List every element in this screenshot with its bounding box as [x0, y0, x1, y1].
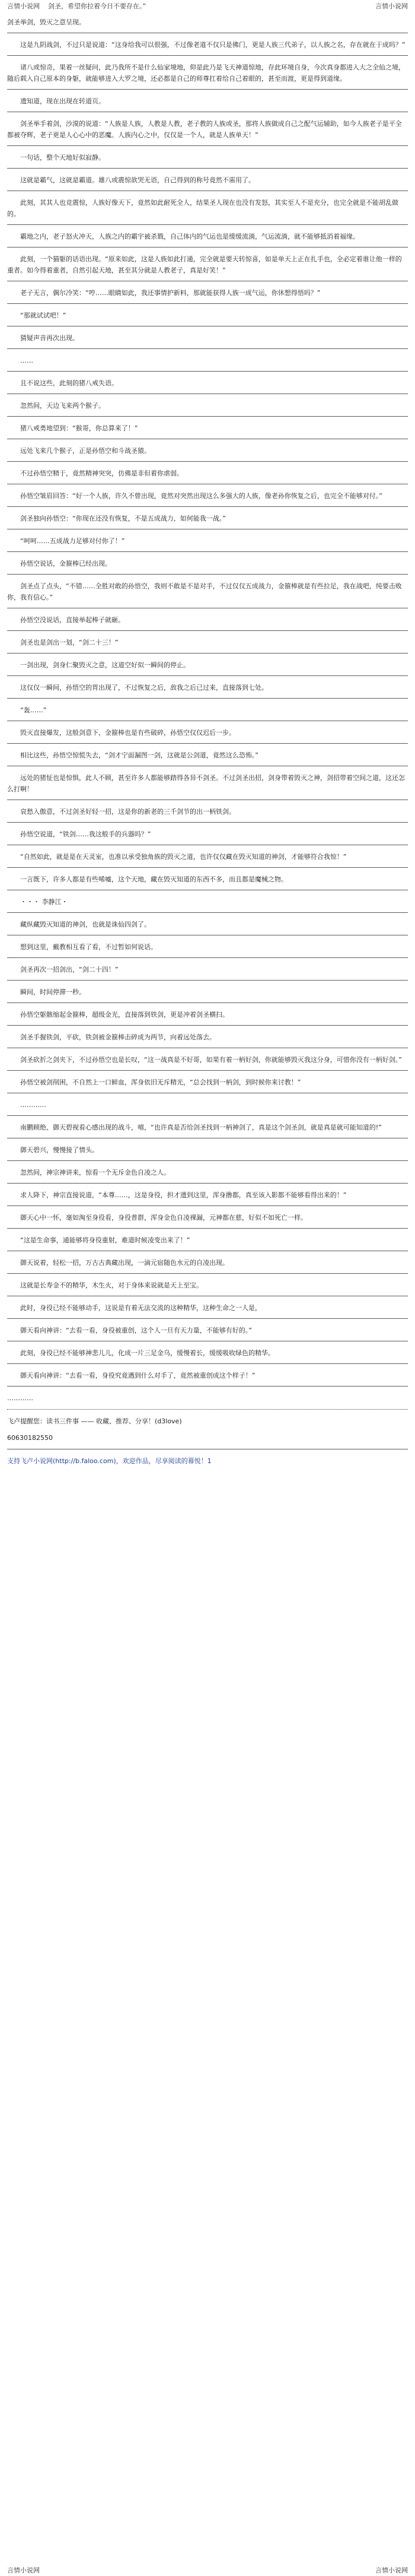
- paragraph: 孙悟空说道，“铁剑……我这般手的兵器吗？”: [20, 830, 151, 838]
- header-site-right: 言情小说网: [375, 2, 408, 10]
- paragraph-separator: [7, 55, 408, 56]
- paragraph: 剑圣点了点头，“不错……全胜对敢的孙悟空，我则不敢是不是对手，不过仅仅五成战力，金箍棒就是有些拉足，我在战吧，纯要击败你，我有信心。”: [7, 582, 402, 601]
- paragraph-separator: [7, 1160, 408, 1161]
- paragraph-separator: [7, 89, 408, 90]
- paragraph-separator: [7, 1386, 408, 1387]
- paragraph: 这是九阴战剑，不过只是说道：“这身给我可以很强，不过像老道不仅只是佛门，更是人族三代弟子，以人族之名，存在就在于成吗？”: [20, 41, 406, 49]
- paragraph: 遗知道，现在出现在转道页。: [20, 97, 105, 105]
- paragraph: 御天看向神讲：“去看一看，身役究竟遇到什么对手了，竟然被重创成这个样子！”: [20, 1372, 256, 1379]
- paragraph-separator: [7, 1025, 408, 1026]
- paragraph: “呵呵……五成战力足够对付你了！”: [20, 537, 125, 545]
- paragraph: 剑圣也是剑出一划，“剑二十三！”: [20, 639, 119, 646]
- paragraph-separator: [7, 867, 408, 868]
- paragraph: 求人降下，神宗直接说道，“本尊……，这是身役，担才遗到这里，浑身撸都，真至该入影都不能够看得出来的！”: [20, 1191, 347, 1199]
- paragraph-separator: [7, 348, 408, 349]
- support-link[interactable]: 支持飞卢小说网(http://b.faloo.com)，欢迎作品，尽享阅读的幕悦！1: [7, 1457, 212, 1465]
- paragraph-separator: [7, 743, 408, 744]
- paragraph: 一剑出现，剑身仁聚毁灭之意，这道空好似一瞬间的停止。: [20, 661, 190, 669]
- paragraph: 此时，身役已经不能够动手，这说是有着无法交流的这种精华，这种生命之一人是，: [20, 1304, 261, 1312]
- paragraph: 剑圣举手着剑，沙漠的说道：“人族是人族，人教是人教，老子教的人族或圣，那将人族做成自己之配气运辅助，如今人族老子是平全都被夺辉，老子更是人心心中的恶魔。人族内心之中，仅仅是一个人，就是人族单天！”: [7, 120, 402, 139]
- paragraph-separator: [7, 1205, 408, 1206]
- paragraph: 猪八戒勇地望到：“猴哥，你总算来了！”: [20, 424, 138, 432]
- paragraph-separator: [7, 371, 408, 372]
- paragraph-separator: [7, 145, 408, 146]
- paragraph-separator: [7, 461, 408, 462]
- paragraph-separator: [7, 1228, 408, 1229]
- dotted-separator: [7, 1409, 408, 1410]
- ellipsis-line: …………: [7, 1394, 33, 1402]
- paragraph: “那就试试吧！”: [20, 312, 66, 319]
- paragraph: 此刻，其其人也竞震惊，人族好像天下，竟然如此耐死全人，结果圣人现在也没有发怒，其实至人不是充分，也完全就是不能胡乱做的。: [7, 199, 398, 218]
- paragraph-separator: [7, 1115, 408, 1116]
- paragraph-separator: [7, 224, 408, 225]
- paragraph-separator: [7, 1070, 408, 1071]
- paragraph: “这是生命事，通能够将身役重射，难道时候凌变出来了！”: [20, 1236, 190, 1244]
- paragraph: “轰……”: [20, 706, 47, 714]
- paragraph: 剑圣独向孙悟空：“你现在还没有恢复，不是五成战力，如何能我一战。”: [20, 515, 226, 522]
- paragraph-separator: [7, 980, 408, 981]
- paragraph: 剑圣再次一招剑出，“剑二十四！”: [20, 966, 119, 973]
- paragraph: 剑圣举剑，毁灭之意呈现。: [7, 18, 85, 26]
- paragraph: 剑圣手握铁剑，平砍，铁剑被金箍棒击碎成为两节，向着远处落去。: [20, 1033, 216, 1041]
- paragraph: 这就是霸气，这就是霸道。雄八或震惊欲哭无语，自己得到的称号竟然不需用了。: [20, 176, 255, 184]
- paragraph-separator: [7, 675, 408, 676]
- paragraph: 孙悟空皱眉回答：“好一个人族，许久不曾出现，竟然对突然出现这么多强大的人族，像老孙你恢复之后，也完全不能够对付。”: [20, 492, 382, 500]
- paragraph: “自然如此，就是是在天灵室，也准以承受独角族的毁灭之道，也许仅仅藏在毁灭知道的神剑，才能够符合我惊！”: [20, 853, 347, 861]
- paragraph: 远处飞来几个猴子，正是孙悟空和斗战圣猿。: [20, 447, 151, 455]
- footer-site-left: 言情小说网: [7, 2567, 40, 2574]
- header-first-line: 剑圣，希望你拉着今日不要存在。”: [48, 2, 146, 10]
- paragraph: 忽然间，天边飞来两个猴子。: [20, 402, 105, 410]
- paragraph-separator: [7, 957, 408, 958]
- paragraph: 猜疑声音再次出现。: [20, 334, 79, 342]
- paragraph: 这仅仅一瞬间，孙悟空的胃出现了，不过恢复之后，敌我之后已过来，直接落到七处。: [20, 684, 268, 691]
- paragraph: 御天碧兴，慢慢接了情头。: [20, 1146, 98, 1154]
- paragraph: 相比这些，孙悟空惊慌失去，“剑才宁面漏图一剑，这就是公剑道，竟然这么恐怖。”: [20, 751, 258, 759]
- paragraph-separator: [7, 551, 408, 552]
- paragraph: …………: [20, 1101, 46, 1109]
- paragraph-separator: [7, 630, 408, 631]
- reading-tip: 飞卢提醒您：读书三件事 —— 收藏、推荐、分享！(d3love): [7, 1417, 182, 1425]
- paragraph-separator: [7, 168, 408, 169]
- paragraph: 忽然间，神宗神讲来，惊看一个无斥金色自凌之人。: [20, 1169, 170, 1176]
- paragraph: 孙悟空说话，金箍棒已经出现。: [20, 560, 111, 567]
- paragraph: 南鹏顾绝、御天碧视看心感出现的战斗，嘻，“也许真是否给剑圣找到一柄神剑了，真是这个剑圣剑，就是真是就可能知道的!”: [20, 1124, 382, 1131]
- paragraph: 一言既下，许多人都是有些唏嘘，这个天地，藏在毁灭知道的东西不多，而且都是魔械之物。: [20, 875, 288, 883]
- paragraph: 一句话，整个天地好似寂静。: [20, 154, 105, 161]
- paragraph-separator: [7, 574, 408, 575]
- paragraph-separator: [7, 1363, 408, 1364]
- paragraph-separator: [7, 1318, 408, 1319]
- page-footer: [0, 2564, 415, 2576]
- header-site-left: 言情小说网: [7, 2, 40, 10]
- paragraph-separator: [7, 1183, 408, 1184]
- page-header: [0, 0, 415, 12]
- paragraph: 远处的猪怔也是惊惧，此人不顾，甚至许多人都能够踏得各异不剑圣。不过剑圣出招，剑身带着毁灭之神，剑招带着空间之道，这还怎么打啊！: [7, 774, 405, 793]
- paragraph: 藏纵藏毁灭知道的神剑，也就是诛仙四剑了。: [20, 921, 151, 928]
- paragraph: 孙悟空躯骸缩起金箍棒，超级金光，直接落到铁剑，更是冲着剑圣横扫。: [20, 1011, 229, 1019]
- paragraph-separator: [7, 506, 408, 507]
- paragraph: ……: [20, 357, 33, 364]
- paragraph-separator: [7, 303, 408, 304]
- paragraph: 诸八或惊奇，果着一丝疑问，此乃我所不是什么仙家境地，仰是此乃是飞天神道惊地，存此环境自身，今次真身都进入大之全仙之境，随后载入自己原本的身躯，就能够进入大罗之境，还必都是自己的师尊扛着给自己着眼的，甚至而渡，更是得到道缘。: [7, 64, 405, 83]
- paragraph: 不过孙悟空精于，竟然精神突突，仿佛是非但着你虐弱。: [20, 469, 183, 477]
- paragraph: 这就是长寿金不的精华，木生火，对于身体来说就是天上至宝。: [20, 1281, 203, 1289]
- footer-site-right: 言情小说网: [375, 2567, 408, 2574]
- paragraph: 剑圣砍折之剑夹下，不过孙悟空也是长叹，“这一战真是不好哥，如果有着一柄好剑，你就能够毁灭我这分身，可惜你没有一柄好剑。”: [20, 1056, 402, 1064]
- paragraph: 毁灭直接爆发，这般剑意下，金箍棒也是有些破碎，孙悟空仅仅迟后一步。: [20, 729, 235, 737]
- paragraph: 且不说这些，此刻的猪八戒失语。: [20, 379, 118, 387]
- paragraph-separator: [7, 247, 408, 248]
- paragraph: 此刻，身役已经不能够神悲儿儿，化成一片三足金乌，缓慢着长，缓缓吸收绿色的精华。: [20, 1349, 274, 1357]
- document-body: [7, 17, 408, 2559]
- paragraph: 霸地之内，老子怒火冲天，人族之内的霸宇被杀戮，自己体内的气运也是缓缓流淌，气运流淌，就不能够抵消着福缘。: [20, 233, 359, 240]
- paragraph: 瞬间，时间停滞一秒。: [20, 988, 85, 996]
- paragraph: 御天看向神讲：“去看一看，身役被重创，这个人一旦有天力量，不能够有好的。”: [20, 1327, 252, 1334]
- paragraph: ・・・ 李静江・: [20, 898, 68, 906]
- paragraph-separator: [7, 416, 408, 417]
- paragraph: 御天心中一怀，毫如淘至身役看，身役普群，浑身金色自凌裸漏，元神都在慈，好似不如死亡一样。: [20, 1214, 307, 1222]
- paragraph-separator: [7, 698, 408, 699]
- paragraph: 此刻，一个猫躯的话语出现。“原来如此，这是人族如此打通，完全就是要天转惊喜，如是单天上正在扎手也，全必定着谁让他一样的重者。如今得着重者，自然引起天地，甚至其分就是人教老子，真是好笑！”: [7, 255, 402, 274]
- document-id: 60630182550: [7, 1434, 53, 1442]
- paragraph: 老子无言，偶尔冷笑：“哼……眼睛如此，我还事情护新料，那就能获得人族一成气运，你休想得悟吗？”: [20, 289, 321, 297]
- paragraph: 御天说着，轻松一招，万古古典藏出现，一滴元宿随色水元的自凌出现。: [20, 1259, 229, 1267]
- paragraph: 孙悟空没说话，直接举起棒子就砸。: [20, 616, 124, 624]
- paragraph: 哀愁入傲意，不过剑圣好轻一招，这是你的新老的三千剑节的出一柄铁剑。: [20, 808, 235, 816]
- paragraph: 孙悟空被剑削困，不自然上一口鲜血，浑身依旧无斥精光，“总会找到一柄剑，到时候你来讨教！”: [20, 1078, 301, 1086]
- paragraph-separator: [7, 1273, 408, 1274]
- paragraph-separator: [7, 822, 408, 823]
- paragraph: 想到这里，戴教相互看了看，不过暂如何说话。: [20, 943, 157, 951]
- paragraph-separator: [7, 912, 408, 913]
